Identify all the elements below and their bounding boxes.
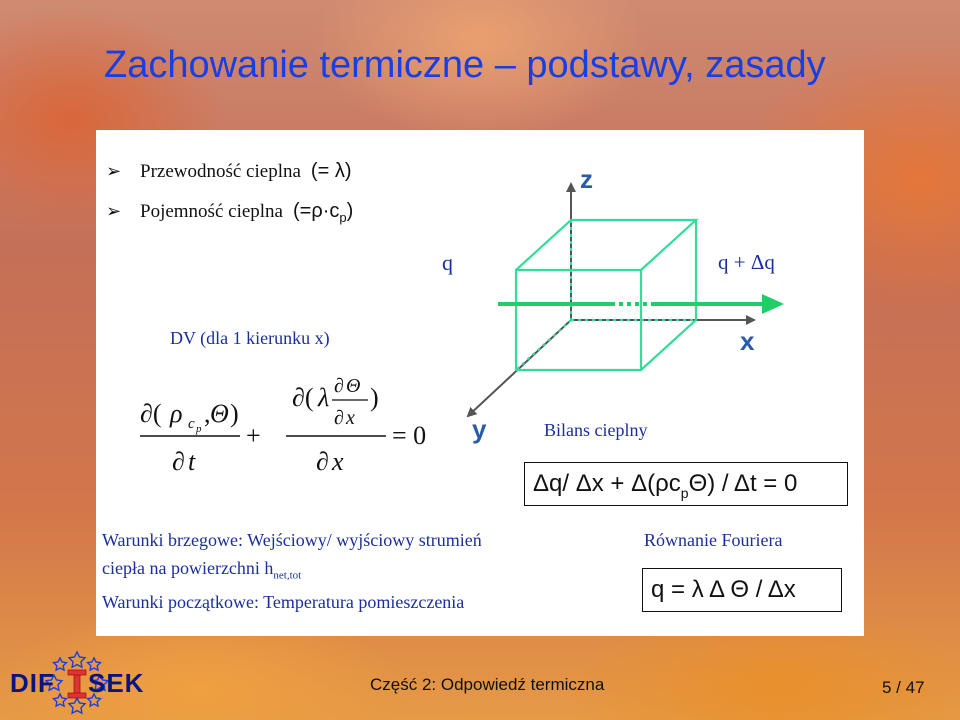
cube — [516, 220, 696, 370]
boundary-conditions: Warunki brzegowe: Wejściowy/ wyjściowy strumień ciepła na powierzchni $h_{net,tot}$ — [102, 530, 482, 582]
svg-text:t: t — [188, 447, 196, 476]
svg-text:∂(: ∂( — [140, 399, 162, 428]
dv-label: DV (dla 1 kierunku x) — [170, 328, 330, 348]
svg-text:ρ: ρ — [170, 399, 183, 428]
svg-text:Θ: Θ — [210, 399, 229, 428]
footer-section-title: Część 2: Odpowiedź termiczna — [370, 675, 605, 694]
dv-equation — [136, 374, 426, 494]
svg-text:∂: ∂ — [334, 375, 344, 397]
svg-text:∂: ∂ — [316, 447, 329, 476]
fourier-equation: q = λ Δ Θ / Δx — [642, 568, 842, 612]
bullet-arrow-icon: ➢ — [106, 161, 122, 181]
bullet-symbol: (= λ) — [310, 160, 352, 182]
svg-text:∂(: ∂( — [292, 383, 314, 412]
logo-text-right: SEK — [88, 668, 145, 698]
axis-lines — [468, 184, 754, 416]
svg-text:+: + — [246, 421, 261, 450]
axis-label-x: x — [740, 326, 755, 356]
svg-text:∂: ∂ — [172, 447, 185, 476]
svg-text:): ) — [370, 383, 379, 412]
bullet-heat-capacity — [106, 200, 353, 225]
slide-title: Zachowanie termiczne – podstawy, zasady — [104, 44, 826, 86]
i-beam-icon — [68, 670, 86, 698]
content-panel — [96, 130, 864, 636]
bilans-equation: Δq/ Δx + Δ(ρc $_p$ Θ) / Δt = 0 — [524, 462, 848, 506]
svg-text:): ) — [230, 399, 239, 428]
logo-text-left: DIF — [10, 668, 55, 698]
svg-text:p: p — [196, 423, 202, 435]
bullet-label: Pojemność cieplna — [140, 201, 283, 222]
svg-text:x: x — [332, 447, 344, 476]
page-number: 5 / 47 — [882, 678, 925, 697]
bullet-label: Przewodność cieplna — [140, 161, 301, 182]
difisek-logo — [8, 648, 158, 718]
svg-text:c: c — [188, 416, 195, 432]
svg-text:,: , — [204, 399, 211, 428]
bullet-arrow-icon: ➢ — [106, 201, 122, 221]
svg-text:∂: ∂ — [334, 407, 344, 429]
svg-text:Θ: Θ — [346, 375, 361, 397]
svg-text:= 0: = 0 — [392, 421, 426, 450]
axis-label-y: y — [472, 414, 487, 444]
svg-text:λ: λ — [318, 383, 330, 412]
bilans-label: Bilans cieplny — [544, 420, 648, 440]
fourier-label: Równanie Fouriera — [644, 530, 783, 550]
axis-label-z: z — [580, 164, 593, 194]
svg-text:x: x — [346, 407, 355, 429]
initial-conditions: Warunki początkowe: Temperatura pomieszczenia — [102, 592, 465, 612]
bullet-thermal-conductivity — [106, 160, 351, 183]
control-volume-diagram — [436, 160, 846, 440]
flow-out-label: q + Δq — [718, 250, 775, 274]
bullet-symbol: $(=\rho\cdot c_p)$ — [293, 200, 354, 225]
flow-in-label: q — [442, 250, 453, 275]
